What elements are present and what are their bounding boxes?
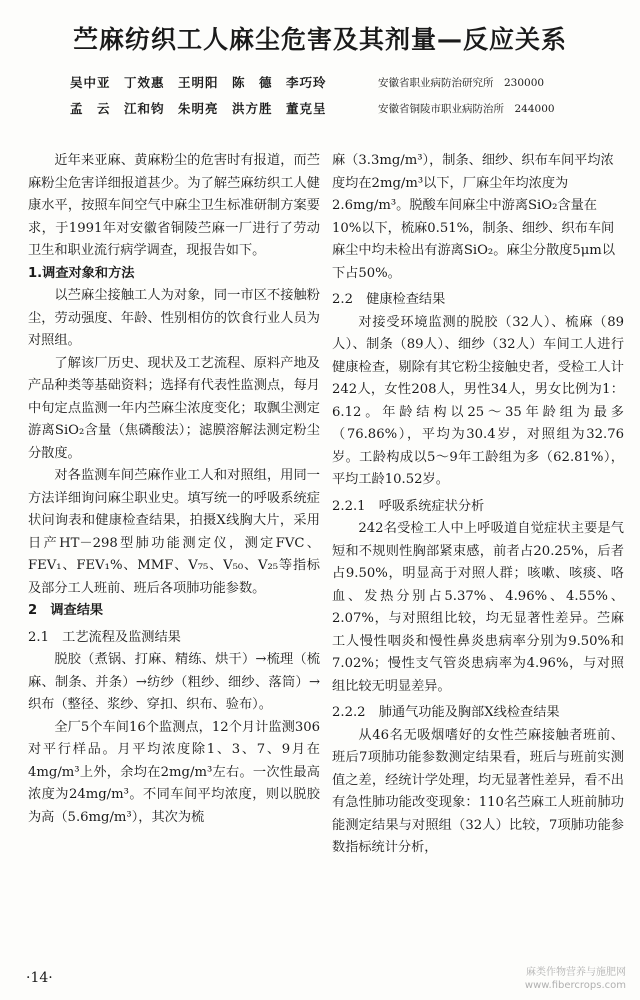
right-column (332, 150, 624, 860)
section-heading: 1.调查对象和方法 (28, 265, 135, 281)
author-institution: 安徽省职业病防治研究所 230000 (378, 77, 545, 89)
paragraph: 对各监测车间苎麻作业工人和对照组，用同一方法详细询问麻尘职业史。填写统一的呼吸系统症状问询表和健康检查结果，拍摄X线胸大片，采用日产HT－298型肺功能测定仪，测定FVC、FEV₁、FEV₁%、MMF、V₇₅、V₅₀、V₂₅等指标及部分工人班前、班后各项肺功能参数。 (28, 468, 320, 596)
left-column (28, 150, 320, 829)
paragraph: 以苎麻尘接触工人为对象，同一市区不接触粉尘，劳动强度、年龄、性别相仿的饮食行业人员为对照组。 (28, 288, 320, 348)
paragraph: 近年来亚麻、黄麻粉尘的危害时有报道，而苎麻粉尘危害详细报道甚少。为了解苎麻纺织工人健康水平，按照车间空气中麻尘卫生标准研制方案要求，于1991年对安徽省铜陵苎麻一厂进行了劳动卫生和职业流行病学调查，现报告如下。 (28, 153, 320, 258)
author-block (70, 70, 630, 122)
subsection-heading: 2.2.1 呼吸系统症状分析 (332, 498, 485, 514)
paragraph: 脱胶（煮锅、打麻、精练、烘干）→梳理（梳麻、制条、并条）→纺纱（粗纱、细纱、落筒）→织布（整径、浆纱、穿扣、织布、验布）。 (28, 652, 320, 712)
author-institution: 安徽省铜陵市职业病防治所 244000 (378, 103, 555, 115)
article-title: 苎麻纺织工人麻尘危害及其剂量—反应关系 (72, 25, 567, 54)
paragraph-continued: 麻（3.3mg/m³），制条、细纱、织布车间平均浓度均在2mg/m³以下，厂麻尘年均浓度为2.6mg/m³。脱酸车间麻尘中游离SiO₂含量在10%以下，梳麻0.51%，制条、细纱、织布车间麻尘中均未检出有游离SiO₂。麻尘分散度5μm以下占50%。 (332, 153, 616, 281)
watermark-url: www.fibercrops.com (524, 980, 626, 991)
subsection-heading: 2.2.2 肺通气功能及胸部X线检查结果 (332, 705, 560, 720)
paragraph: 从46名无吸烟嗜好的女性苎麻接触者班前、班后7项肺功能参数测定结果看，班后与班前实测值之差，经统计学处理，均无显著性差异，看不出有急性肺功能改变现象：110名苎麻工人班前肺功能测定结果与对照组（32人）比较，7项肺功能参数指标统计分析， (332, 727, 624, 855)
author-row (70, 96, 630, 122)
page-number: ·14· (26, 970, 53, 986)
paragraph: 全厂5个车间16个监测点，12个月计监测306对平行样品。月平均浓度除1、3、7、9月在4mg/m³上外，余均在2mg/m³左右。一次性最高浓度为24mg/m³。不同车间平均浓度，则以脱胶为高（5.6mg/m³），其次为梳 (28, 719, 320, 825)
paragraph: 242名受检工人中上呼吸道自觉症状主要是气短和不规则性胸部紧束感，前者占20.25%，后者占9.50%，明显高于对照人群；咳嗽、咳痰、咯血、发热分别占5.37%、4.96%、4.55%、2.07%，与对照组比较，均无显著性差异。苎麻工人慢性咽炎和慢性鼻炎患病率分别为9.50%和7.02%；慢性支气管炎患病率为4.96%，与对照组比较无明显差异。 (332, 521, 624, 694)
author-names: 吴中亚 丁效惠 王明阳 陈 德 李巧玲 (70, 75, 327, 90)
subsection-heading: 2.2 健康检查结果 (332, 292, 446, 307)
section-heading: 2 调查结果 (28, 603, 104, 618)
subsection-heading: 2.1 工艺流程及监测结果 (28, 629, 181, 645)
paragraph: 对接受环境监测的脱胶（32人）、梳麻（89人）、制条（89人）、细纱（32人）车间工人进行健康检查，剔除有其它粉尘接触史者，受检工人计242人，女性208人，男性34人，男女比例为1：6.12。年龄结构以25～35年龄组为最多（76.86%），平均为30.4岁，对照组为32.76岁。工龄构成以5～9年工龄组为多（62.81%），平均工龄10.52岁。 (332, 314, 624, 487)
paragraph: 了解该厂历史、现状及工艺流程、原料产地及产品种类等基础资料；选择有代表性监测点，每月中旬定点监测一年内苎麻尘浓度变化；取飘尘测定游离SiO₂含量（焦磷酸法）；滤膜溶解法测定粉尘分散度。 (28, 355, 320, 461)
author-names: 孟 云 江和钧 朱明亮 洪方胜 董克呈 (70, 101, 327, 116)
watermark-line: 麻类作物营养与施肥网 (526, 967, 626, 978)
author-row (70, 70, 630, 96)
watermark (525, 966, 626, 992)
